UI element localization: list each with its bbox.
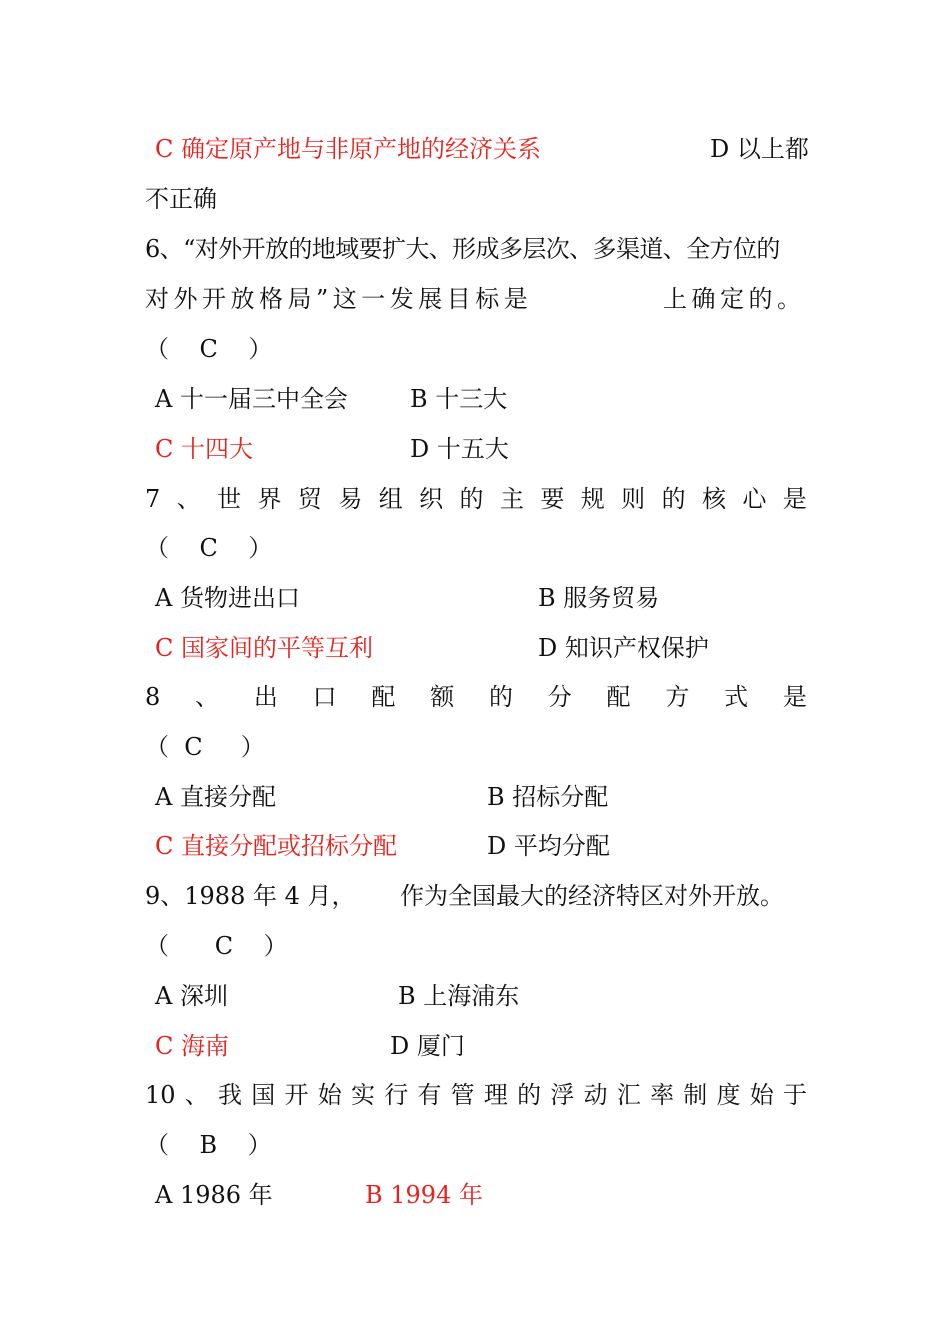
q8-stem-char: 方	[665, 683, 690, 711]
q8-stem-char: 出	[253, 683, 278, 711]
q7-stem-char: 规	[580, 485, 605, 513]
q7-stem-char: 、	[176, 485, 201, 513]
q7-stem-char: 组	[378, 485, 403, 513]
q7-stem-char: 的	[459, 485, 484, 513]
q9-option-d: D 厦门	[390, 1032, 465, 1060]
q7-stem-char: 则	[621, 485, 646, 513]
q6-stem-part-3: 上确定的。	[663, 285, 806, 313]
q7-stem-char: 核	[701, 485, 726, 513]
q9-option-a: A 深圳	[155, 982, 228, 1010]
q6-answer-line	[0, 329, 950, 369]
q7-stem-char: 界	[257, 485, 282, 513]
q8-stem-char: 的	[488, 683, 513, 711]
q8-options-ab	[0, 777, 950, 817]
q10-option-b-correct: B 1994 年	[365, 1181, 483, 1209]
q8-stem-char: 8	[145, 683, 161, 711]
q7-answer: （ C ）	[145, 534, 273, 562]
q10-options-ab	[0, 1175, 950, 1215]
q9-option-b: B 上海浦东	[398, 982, 520, 1010]
q10-stem-char: 的	[517, 1081, 542, 1109]
q7-stem-char: 主	[499, 485, 524, 513]
q7-stem-char: 心	[742, 485, 767, 513]
q10-stem-char: 行	[384, 1081, 409, 1109]
q7-stem-char: 的	[661, 485, 686, 513]
q10-stem-char: 度	[716, 1081, 741, 1109]
q7-stem-char: 要	[540, 485, 565, 513]
q7-answer-line	[0, 528, 950, 568]
q8-stem-char: 式	[724, 683, 749, 711]
q5-option-d: D 以上都	[710, 135, 809, 163]
q10-stem-char: 始	[749, 1081, 774, 1109]
q10-stem-char: 动	[583, 1081, 608, 1109]
q9-answer-line	[0, 926, 950, 966]
q10-option-a: A 1986 年	[155, 1181, 273, 1209]
q8-stem-char: 是	[782, 683, 807, 711]
q10-stem-char: 我	[218, 1081, 243, 1109]
q5-option-d-continuation-line	[0, 179, 950, 219]
q10-stem-char: 实	[350, 1081, 375, 1109]
q6-options-cd	[0, 429, 950, 469]
q8-option-d: D 平均分配	[487, 832, 610, 860]
q9-answer: （ C ）	[145, 932, 288, 960]
q5-options-cd	[0, 129, 950, 169]
q10-stem-char: 管	[450, 1081, 475, 1109]
q8-options-cd	[0, 826, 950, 866]
q10-stem-char: 国	[251, 1081, 276, 1109]
q10-stem-char: 始	[317, 1081, 342, 1109]
q10-stem-char: 开	[284, 1081, 309, 1109]
q10-stem-char: 10	[145, 1081, 176, 1109]
q7-options-cd	[0, 628, 950, 668]
q10-stem-char: 理	[483, 1081, 508, 1109]
q7-option-a: A 货物进出口	[155, 584, 300, 612]
q10-stem	[145, 1075, 807, 1115]
q6-option-b: B 十三大	[410, 385, 508, 413]
q6-stem-part-1: 6、“对外开放的地域要扩大、形成多层次、多渠道、全方位的	[145, 235, 780, 263]
q5-option-c-correct: C 确定原产地与非原产地的经济关系	[155, 135, 541, 163]
q7-option-b: B 服务贸易	[538, 584, 660, 612]
q7-stem-char: 贸	[297, 485, 322, 513]
q8-answer: （ C ）	[145, 733, 265, 761]
q10-stem-char: 制	[683, 1081, 708, 1109]
q8-stem-char: 、	[195, 683, 220, 711]
q8-option-a: A 直接分配	[155, 783, 276, 811]
q7-stem	[145, 479, 807, 519]
q10-stem-char: 有	[417, 1081, 442, 1109]
q10-stem-char: 浮	[550, 1081, 575, 1109]
q6-stem-line-2	[0, 279, 950, 319]
q6-option-d: D 十五大	[410, 435, 509, 463]
q9-stem	[0, 876, 950, 916]
q8-stem-char: 口	[312, 683, 337, 711]
q6-option-a: A 十一届三中全会	[155, 385, 348, 413]
q8-answer-line	[0, 727, 950, 767]
q6-stem-line-1	[0, 229, 950, 269]
q7-stem-char: 是	[782, 485, 807, 513]
q10-stem-char: 于	[783, 1081, 807, 1109]
q5-option-d-continuation: 不正确	[145, 185, 217, 213]
q8-stem-char: 配	[606, 683, 631, 711]
q10-stem-char: 汇	[616, 1081, 641, 1109]
q9-option-c-correct: C 海南	[155, 1032, 229, 1060]
q10-stem-char: 率	[650, 1081, 675, 1109]
q9-stem-part-2: 作为全国最大的经济特区对外开放。	[400, 882, 784, 910]
q7-stem-char: 织	[419, 485, 444, 513]
q7-option-c-correct: C 国家间的平等互利	[155, 634, 373, 662]
q10-answer-line	[0, 1125, 950, 1165]
q9-options-cd	[0, 1026, 950, 1066]
q7-options-ab	[0, 578, 950, 618]
q7-stem-char: 世	[217, 485, 242, 513]
q8-stem-char: 配	[371, 683, 396, 711]
q6-options-ab	[0, 379, 950, 419]
q8-stem-char: 分	[547, 683, 572, 711]
q8-stem	[145, 677, 807, 717]
q7-stem-char: 7	[145, 485, 161, 513]
q6-option-c-correct: C 十四大	[155, 435, 253, 463]
q6-stem-part-2: 对外开放格局”这一发展目标是	[145, 285, 533, 313]
q8-stem-char: 额	[430, 683, 455, 711]
q8-option-c-correct: C 直接分配或招标分配	[155, 832, 397, 860]
q8-option-b: B 招标分配	[487, 783, 609, 811]
q7-stem-char: 易	[338, 485, 363, 513]
q10-stem-char: 、	[184, 1081, 209, 1109]
q6-answer: （ C ）	[145, 335, 273, 363]
q9-stem-part-1: 9、1988 年 4 月，	[145, 882, 356, 910]
q9-options-ab	[0, 976, 950, 1016]
q10-answer: （ B ）	[145, 1131, 272, 1159]
q7-option-d: D 知识产权保护	[538, 634, 709, 662]
